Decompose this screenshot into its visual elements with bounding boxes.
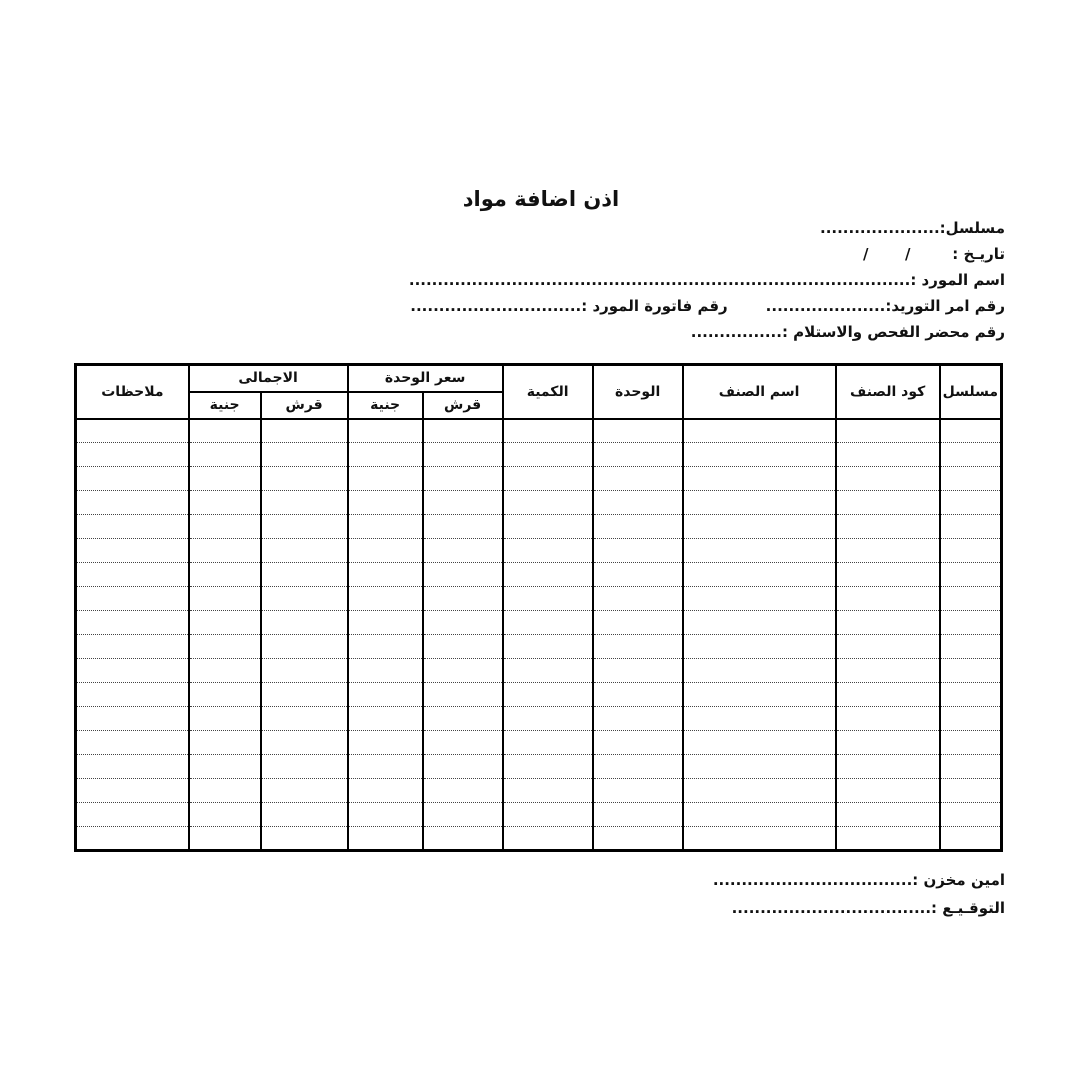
cell-notes — [76, 419, 189, 443]
cell-total-0 — [261, 515, 348, 539]
table-row — [76, 827, 1002, 851]
cell-unit — [593, 491, 683, 515]
sub-header-unit-price-qirsh: قرش — [423, 392, 503, 419]
cell-total-1 — [189, 467, 261, 491]
cell-serial — [940, 443, 1002, 467]
table-row — [76, 467, 1002, 491]
cell-item_name — [683, 515, 836, 539]
cell-total-0 — [261, 587, 348, 611]
cell-notes — [76, 611, 189, 635]
cell-item_code — [836, 731, 940, 755]
cell-total-0 — [261, 707, 348, 731]
cell-unit — [593, 467, 683, 491]
cell-item_code — [836, 467, 940, 491]
cell-item_name — [683, 683, 836, 707]
cell-item_name — [683, 779, 836, 803]
cell-unit — [593, 563, 683, 587]
cell-serial — [940, 779, 1002, 803]
cell-unit_price-1 — [348, 659, 423, 683]
cell-serial — [940, 659, 1002, 683]
cell-item_code — [836, 563, 940, 587]
cell-total-0 — [261, 419, 348, 443]
cell-unit_price-0 — [423, 635, 503, 659]
cell-notes — [76, 539, 189, 563]
cell-unit_price-1 — [348, 683, 423, 707]
cell-quantity — [503, 731, 593, 755]
cell-total-0 — [261, 635, 348, 659]
col-header-unit: الوحدة — [593, 365, 683, 419]
cell-notes — [76, 683, 189, 707]
cell-total-0 — [261, 659, 348, 683]
table-row — [76, 683, 1002, 707]
cell-total-0 — [261, 731, 348, 755]
cell-notes — [76, 635, 189, 659]
cell-total-1 — [189, 515, 261, 539]
cell-unit — [593, 707, 683, 731]
cell-unit_price-0 — [423, 419, 503, 443]
cell-serial — [940, 731, 1002, 755]
cell-item_code — [836, 443, 940, 467]
cell-unit_price-0 — [423, 731, 503, 755]
group-header-total: الاجمالى — [189, 365, 348, 392]
cell-total-0 — [261, 443, 348, 467]
cell-unit_price-1 — [348, 539, 423, 563]
cell-item_code — [836, 779, 940, 803]
cell-unit — [593, 635, 683, 659]
cell-unit_price-1 — [348, 491, 423, 515]
col-header-serial: مسلسل — [940, 365, 1002, 419]
cell-unit_price-1 — [348, 707, 423, 731]
cell-unit_price-1 — [348, 563, 423, 587]
cell-serial — [940, 491, 1002, 515]
cell-serial — [940, 611, 1002, 635]
cell-unit — [593, 515, 683, 539]
cell-item_name — [683, 755, 836, 779]
cell-quantity — [503, 491, 593, 515]
cell-serial — [940, 803, 1002, 827]
cell-total-1 — [189, 779, 261, 803]
col-header-notes: ملاحظات — [76, 365, 189, 419]
cell-unit — [593, 755, 683, 779]
table-row — [76, 539, 1002, 563]
cell-serial — [940, 755, 1002, 779]
form-meta — [409, 215, 1005, 345]
cell-unit_price-0 — [423, 659, 503, 683]
col-header-item-code: كود الصنف — [836, 365, 940, 419]
cell-unit_price-1 — [348, 467, 423, 491]
table-row — [76, 707, 1002, 731]
items-table — [74, 363, 1003, 852]
cell-serial — [940, 587, 1002, 611]
cell-serial — [940, 467, 1002, 491]
table-row — [76, 611, 1002, 635]
cell-item_code — [836, 515, 940, 539]
cell-total-1 — [189, 827, 261, 851]
cell-unit — [593, 539, 683, 563]
cell-item_code — [836, 755, 940, 779]
cell-quantity — [503, 539, 593, 563]
cell-total-1 — [189, 707, 261, 731]
cell-serial — [940, 707, 1002, 731]
cell-quantity — [503, 443, 593, 467]
inspection-report-field: رقم محضر الفحص والاستلام :................ — [690, 323, 1005, 341]
cell-serial — [940, 515, 1002, 539]
cell-item_name — [683, 491, 836, 515]
cell-item_code — [836, 635, 940, 659]
cell-total-0 — [261, 539, 348, 563]
cell-total-0 — [261, 803, 348, 827]
cell-total-1 — [189, 755, 261, 779]
cell-item_name — [683, 803, 836, 827]
cell-unit_price-0 — [423, 707, 503, 731]
cell-item_name — [683, 635, 836, 659]
cell-quantity — [503, 707, 593, 731]
cell-total-0 — [261, 827, 348, 851]
cell-unit_price-0 — [423, 563, 503, 587]
cell-serial — [940, 635, 1002, 659]
cell-unit_price-0 — [423, 443, 503, 467]
cell-item_code — [836, 587, 940, 611]
cell-notes — [76, 755, 189, 779]
cell-unit_price-0 — [423, 587, 503, 611]
cell-unit — [593, 803, 683, 827]
cell-total-1 — [189, 491, 261, 515]
cell-notes — [76, 731, 189, 755]
date-field: تاريـخ : / / — [863, 245, 1005, 263]
cell-quantity — [503, 419, 593, 443]
cell-unit_price-1 — [348, 587, 423, 611]
sub-header-total-qirsh: قرش — [261, 392, 348, 419]
cell-notes — [76, 827, 189, 851]
form-title: اذن اضافة مواد — [462, 187, 620, 211]
cell-notes — [76, 515, 189, 539]
cell-item_name — [683, 587, 836, 611]
cell-quantity — [503, 635, 593, 659]
serial-field: مسلسل:..................... — [820, 219, 1005, 237]
cell-item_code — [836, 707, 940, 731]
cell-item_code — [836, 539, 940, 563]
cell-unit — [593, 683, 683, 707]
cell-quantity — [503, 515, 593, 539]
cell-quantity — [503, 803, 593, 827]
group-header-unit-price: سعر الوحدة — [348, 365, 503, 392]
col-header-item-name: اسم الصنف — [683, 365, 836, 419]
cell-item_code — [836, 803, 940, 827]
cell-serial — [940, 419, 1002, 443]
cell-unit_price-0 — [423, 755, 503, 779]
cell-quantity — [503, 683, 593, 707]
table-row — [76, 659, 1002, 683]
cell-unit_price-0 — [423, 827, 503, 851]
cell-unit_price-1 — [348, 419, 423, 443]
cell-notes — [76, 779, 189, 803]
cell-total-1 — [189, 731, 261, 755]
cell-serial — [940, 563, 1002, 587]
cell-total-1 — [189, 539, 261, 563]
cell-total-0 — [261, 491, 348, 515]
cell-item_code — [836, 419, 940, 443]
cell-notes — [76, 803, 189, 827]
table-row — [76, 731, 1002, 755]
signature-field: التوقـيـع :................................... — [731, 899, 1005, 917]
cell-total-0 — [261, 683, 348, 707]
cell-item_name — [683, 563, 836, 587]
cell-total-0 — [261, 563, 348, 587]
cell-unit_price-1 — [348, 755, 423, 779]
supplier-name-field: اسم المورد :........................................................................................ — [408, 271, 1005, 289]
cell-quantity — [503, 563, 593, 587]
cell-unit_price-0 — [423, 491, 503, 515]
cell-unit_price-1 — [348, 443, 423, 467]
cell-item_code — [836, 683, 940, 707]
cell-unit_price-1 — [348, 611, 423, 635]
cell-item_name — [683, 467, 836, 491]
cell-unit_price-0 — [423, 611, 503, 635]
cell-unit_price-0 — [423, 539, 503, 563]
cell-quantity — [503, 755, 593, 779]
cell-unit — [593, 611, 683, 635]
cell-item_name — [683, 443, 836, 467]
cell-item_code — [836, 491, 940, 515]
cell-unit — [593, 779, 683, 803]
cell-notes — [76, 467, 189, 491]
cell-total-0 — [261, 611, 348, 635]
cell-item_name — [683, 827, 836, 851]
supply-order-field: رقم امر التوريد:..................... — [765, 297, 1005, 315]
sub-header-unit-price-gineih: جنية — [348, 392, 423, 419]
cell-total-1 — [189, 635, 261, 659]
cell-quantity — [503, 779, 593, 803]
cell-total-0 — [261, 779, 348, 803]
cell-total-0 — [261, 755, 348, 779]
table-row — [76, 563, 1002, 587]
cell-serial — [940, 539, 1002, 563]
cell-unit_price-1 — [348, 731, 423, 755]
cell-unit_price-0 — [423, 683, 503, 707]
cell-quantity — [503, 467, 593, 491]
cell-unit_price-0 — [423, 779, 503, 803]
cell-notes — [76, 707, 189, 731]
table-row — [76, 515, 1002, 539]
cell-item_code — [836, 827, 940, 851]
cell-item_name — [683, 611, 836, 635]
cell-unit — [593, 443, 683, 467]
cell-total-1 — [189, 683, 261, 707]
cell-total-1 — [189, 443, 261, 467]
cell-item_code — [836, 611, 940, 635]
table-body — [76, 419, 1002, 851]
sub-header-total-gineih: جنية — [189, 392, 261, 419]
storekeeper-field: امين مخزن :................................... — [712, 871, 1005, 889]
cell-unit — [593, 731, 683, 755]
cell-unit_price-0 — [423, 467, 503, 491]
table-row — [76, 443, 1002, 467]
items-table-wrap — [74, 363, 1003, 852]
cell-unit_price-1 — [348, 827, 423, 851]
cell-total-0 — [261, 467, 348, 491]
cell-notes — [76, 443, 189, 467]
cell-item_code — [836, 659, 940, 683]
cell-quantity — [503, 827, 593, 851]
cell-notes — [76, 563, 189, 587]
order-invoice-line — [409, 293, 1005, 319]
cell-item_name — [683, 659, 836, 683]
table-row — [76, 587, 1002, 611]
table-row — [76, 779, 1002, 803]
cell-unit — [593, 419, 683, 443]
form-footer — [713, 866, 1005, 922]
cell-total-1 — [189, 419, 261, 443]
cell-item_name — [683, 539, 836, 563]
cell-item_name — [683, 707, 836, 731]
cell-quantity — [503, 587, 593, 611]
cell-notes — [76, 491, 189, 515]
cell-unit_price-1 — [348, 635, 423, 659]
cell-serial — [940, 683, 1002, 707]
cell-item_name — [683, 731, 836, 755]
cell-quantity — [503, 659, 593, 683]
cell-total-1 — [189, 659, 261, 683]
cell-item_name — [683, 419, 836, 443]
col-header-quantity: الكمية — [503, 365, 593, 419]
cell-serial — [940, 827, 1002, 851]
table-row — [76, 635, 1002, 659]
supplier-invoice-field: رقم فاتورة المورد :.............................. — [410, 297, 728, 315]
table-row — [76, 803, 1002, 827]
cell-total-1 — [189, 803, 261, 827]
table-row — [76, 419, 1002, 443]
cell-unit_price-1 — [348, 803, 423, 827]
cell-quantity — [503, 611, 593, 635]
cell-unit_price-1 — [348, 515, 423, 539]
table-row — [76, 755, 1002, 779]
cell-unit — [593, 587, 683, 611]
cell-total-1 — [189, 611, 261, 635]
cell-notes — [76, 659, 189, 683]
cell-unit_price-0 — [423, 515, 503, 539]
cell-unit — [593, 827, 683, 851]
cell-unit — [593, 659, 683, 683]
cell-unit_price-1 — [348, 779, 423, 803]
cell-unit_price-0 — [423, 803, 503, 827]
cell-notes — [76, 587, 189, 611]
cell-total-1 — [189, 563, 261, 587]
cell-total-1 — [189, 587, 261, 611]
table-row — [76, 491, 1002, 515]
